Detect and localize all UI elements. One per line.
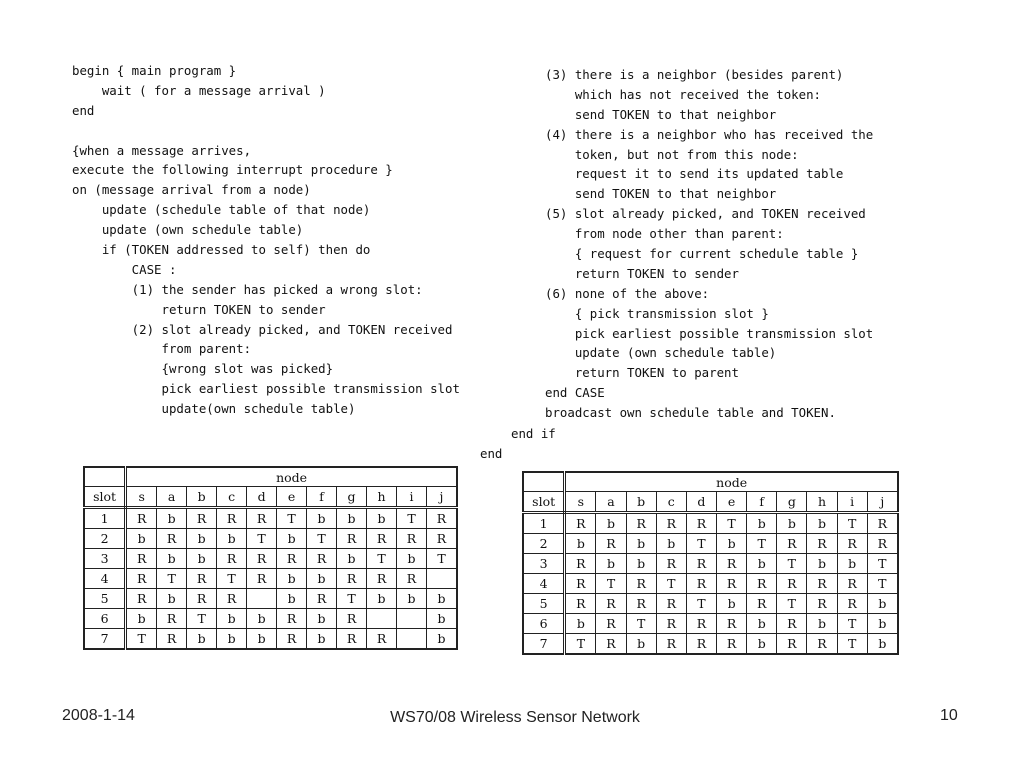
table-cell: b [867, 594, 898, 614]
slot-header: slot [84, 487, 126, 508]
table-cell: R [126, 569, 157, 589]
table-cell: R [777, 534, 807, 554]
column-header: b [187, 487, 217, 508]
code-line: end [72, 102, 95, 118]
table-row [523, 513, 898, 534]
slot-number: 6 [84, 609, 126, 629]
code-end-if: end if [511, 426, 556, 441]
code-line: update (own schedule table) [72, 222, 304, 238]
code-end: end [480, 446, 503, 461]
table-cell: R [656, 554, 686, 574]
table-cell: b [777, 513, 807, 534]
column-header: c [656, 492, 686, 513]
table-cell [397, 629, 427, 650]
table-cell: b [807, 554, 837, 574]
table-corner [84, 467, 126, 487]
table-row [523, 614, 898, 634]
table-cell: R [187, 589, 217, 609]
code-line: {when a message arrives, [72, 142, 252, 158]
code-line: { pick transmission slot } [545, 305, 769, 321]
column-header: g [337, 487, 367, 508]
table-cell: b [217, 529, 247, 549]
table-cell: b [717, 594, 747, 614]
table-cell: T [747, 534, 777, 554]
table-cell: b [565, 534, 596, 554]
table-cell: R [777, 634, 807, 655]
table-cell: b [126, 529, 157, 549]
code-line: send TOKEN to that neighbor [545, 186, 777, 202]
table-cell: b [867, 634, 898, 655]
table-cell: R [337, 609, 367, 629]
table-cell: T [126, 629, 157, 650]
slot-number: 6 [523, 614, 565, 634]
table-cell: R [807, 634, 837, 655]
table-cell: R [337, 629, 367, 650]
table-cell: R [157, 529, 187, 549]
table-cell: R [427, 508, 458, 529]
code-line: from node other than parent: [545, 226, 784, 242]
table-cell: b [807, 513, 837, 534]
table-cell: b [717, 534, 747, 554]
code-line [72, 121, 460, 141]
code-line: (6) none of the above: [545, 285, 710, 301]
table-cell: b [157, 508, 187, 529]
table-cell: R [777, 574, 807, 594]
table-cell: R [596, 534, 626, 554]
table-cell: R [565, 513, 596, 534]
table-cell: T [656, 574, 686, 594]
slot-number: 5 [523, 594, 565, 614]
code-line: broadcast own schedule table and TOKEN. [545, 405, 836, 421]
table-cell: b [747, 614, 777, 634]
column-header: a [157, 487, 187, 508]
code-line: which has not received the token: [545, 86, 822, 102]
table-cell: R [337, 529, 367, 549]
table-cell: R [277, 629, 307, 650]
table-cell: b [187, 629, 217, 650]
table-cell: R [837, 534, 867, 554]
slot-number: 2 [84, 529, 126, 549]
slot-number: 3 [523, 554, 565, 574]
table-cell: R [686, 554, 716, 574]
table-cell: R [307, 549, 337, 569]
table-cell: T [686, 594, 716, 614]
table-cell: b [867, 614, 898, 634]
table-cell: b [337, 549, 367, 569]
column-header: g [777, 492, 807, 513]
table-cell: R [837, 594, 867, 614]
table-cell: b [747, 513, 777, 534]
table-cell: R [626, 574, 656, 594]
table-cell: R [717, 614, 747, 634]
code-line: on (message arrival from a node) [72, 182, 311, 198]
table-cell: R [565, 574, 596, 594]
table-cell: R [367, 529, 397, 549]
code-line: { request for current schedule table } [545, 246, 859, 262]
footer-date: 2008-1-14 [62, 707, 135, 724]
table-cell: R [656, 594, 686, 614]
table-cell: T [187, 609, 217, 629]
table-cell: b [397, 589, 427, 609]
table-cell [427, 569, 458, 589]
code-line: update(own schedule table) [72, 401, 356, 417]
table-cell: R [397, 529, 427, 549]
table-cell: T [565, 634, 596, 655]
table-row [84, 609, 457, 629]
table-cell: R [686, 614, 716, 634]
table-cell: b [626, 534, 656, 554]
table-cell: R [157, 609, 187, 629]
node-header: node [565, 472, 898, 492]
table-cell: b [337, 508, 367, 529]
table-cell: T [686, 534, 716, 554]
table-cell: b [157, 549, 187, 569]
code-line: (1) the sender has picked a wrong slot: [72, 281, 423, 297]
code-line: from parent: [72, 341, 252, 357]
table-cell: T [837, 513, 867, 534]
table-cell: b [307, 508, 337, 529]
footer-title: WS70/08 Wireless Sensor Network [390, 709, 640, 726]
node-header: node [126, 467, 457, 487]
column-header: j [427, 487, 458, 508]
table-row [523, 594, 898, 614]
table-cell: b [427, 629, 458, 650]
table-cell: R [247, 508, 277, 529]
code-line: return TOKEN to parent [545, 365, 739, 381]
table-corner [523, 472, 565, 492]
table-cell: R [337, 569, 367, 589]
code-line: CASE : [72, 261, 177, 277]
table-cell: b [367, 508, 397, 529]
column-header: h [807, 492, 837, 513]
table-cell: b [626, 634, 656, 655]
slot-number: 5 [84, 589, 126, 609]
table-cell: R [837, 574, 867, 594]
table-cell: R [686, 513, 716, 534]
table-cell: b [217, 609, 247, 629]
table-cell: b [747, 554, 777, 574]
table-cell: R [686, 634, 716, 655]
table-cell: b [277, 569, 307, 589]
table-cell: b [747, 634, 777, 655]
column-header: j [867, 492, 898, 513]
table-row [84, 589, 457, 609]
column-header: f [747, 492, 777, 513]
column-header: i [397, 487, 427, 508]
column-header: d [686, 492, 716, 513]
column-header: s [126, 487, 157, 508]
table-cell: T [867, 574, 898, 594]
table-cell: T [867, 554, 898, 574]
table-cell: T [157, 569, 187, 589]
table-cell: T [397, 508, 427, 529]
code-line: update (own schedule table) [545, 345, 777, 361]
table-cell: R [717, 554, 747, 574]
table-cell: R [217, 549, 247, 569]
code-line: update (schedule table of that node) [72, 202, 371, 218]
table-row [84, 569, 457, 589]
table-cell: R [807, 594, 837, 614]
slot-number: 7 [84, 629, 126, 650]
table-cell: R [596, 634, 626, 655]
table-cell: R [807, 574, 837, 594]
table-cell: b [277, 529, 307, 549]
code-line: pick earliest possible transmission slot [545, 325, 874, 341]
table-row [84, 629, 457, 650]
table-cell: R [187, 569, 217, 589]
table-row [84, 529, 457, 549]
table-cell: b [247, 609, 277, 629]
table-row [84, 508, 457, 529]
slot-number: 4 [84, 569, 126, 589]
table-cell: R [596, 594, 626, 614]
table-row [523, 574, 898, 594]
table-cell: T [596, 574, 626, 594]
slot-number: 4 [523, 574, 565, 594]
table-cell: R [626, 513, 656, 534]
column-header: f [307, 487, 337, 508]
page-number: 10 [940, 707, 958, 724]
table-row [523, 534, 898, 554]
table-cell: R [747, 594, 777, 614]
table-cell: b [837, 554, 867, 574]
table-cell: R [656, 634, 686, 655]
table-cell: T [777, 554, 807, 574]
table-cell: b [307, 569, 337, 589]
slot-header: slot [523, 492, 565, 513]
table-cell: R [596, 614, 626, 634]
table-cell: R [867, 534, 898, 554]
table-cell: b [307, 609, 337, 629]
code-line: request it to send its updated table [545, 166, 844, 182]
table-cell: T [367, 549, 397, 569]
slot-number: 1 [84, 508, 126, 529]
table-cell: b [217, 629, 247, 650]
table-cell: T [247, 529, 277, 549]
slot-number: 1 [523, 513, 565, 534]
table-cell: T [307, 529, 337, 549]
code-line: (2) slot already picked, and TOKEN received [72, 321, 453, 337]
table-row [523, 634, 898, 655]
table-cell [397, 609, 427, 629]
table-cell: b [367, 589, 397, 609]
table-cell: T [217, 569, 247, 589]
table-cell: R [656, 513, 686, 534]
column-header: b [626, 492, 656, 513]
code-line: execute the following interrupt procedure } [72, 162, 393, 178]
column-header: e [277, 487, 307, 508]
slot-number: 2 [523, 534, 565, 554]
table-cell: b [126, 609, 157, 629]
table-cell: R [686, 574, 716, 594]
table-cell: R [307, 589, 337, 609]
slot-number: 3 [84, 549, 126, 569]
table-cell: R [397, 569, 427, 589]
table-row [84, 549, 457, 569]
table-cell: T [626, 614, 656, 634]
table-cell: R [247, 569, 277, 589]
table-cell: b [187, 549, 217, 569]
column-header: i [837, 492, 867, 513]
code-line: pick earliest possible transmission slot [72, 381, 460, 397]
code-line: token, but not from this node: [545, 146, 799, 162]
table-cell: b [397, 549, 427, 569]
code-listing-right [545, 65, 873, 423]
code-line: return TOKEN to sender [72, 301, 326, 317]
table-cell: R [126, 589, 157, 609]
table-cell: T [777, 594, 807, 614]
column-header: h [367, 487, 397, 508]
table-cell [247, 589, 277, 609]
code-listing-left [72, 61, 460, 419]
code-line: {wrong slot was picked} [72, 361, 334, 377]
table-cell: T [427, 549, 458, 569]
table-cell: R [717, 574, 747, 594]
table-cell: T [837, 614, 867, 634]
table-cell: b [157, 589, 187, 609]
table-cell: R [367, 569, 397, 589]
schedule-table-left [83, 466, 458, 650]
column-header: c [217, 487, 247, 508]
table-cell: R [157, 629, 187, 650]
table-cell: T [717, 513, 747, 534]
table-cell: R [367, 629, 397, 650]
table-cell: R [867, 513, 898, 534]
table-cell: R [187, 508, 217, 529]
code-line: send TOKEN to that neighbor [545, 106, 777, 122]
table-cell: b [807, 614, 837, 634]
code-line: begin { main program } [72, 63, 237, 78]
table-cell: R [217, 589, 247, 609]
code-line: wait ( for a message arrival ) [72, 82, 326, 98]
column-header: d [247, 487, 277, 508]
table-cell: b [656, 534, 686, 554]
code-line: end CASE [545, 385, 605, 401]
table-cell: R [427, 529, 458, 549]
table-cell: b [187, 529, 217, 549]
table-cell: b [427, 589, 458, 609]
table-cell [367, 609, 397, 629]
table-cell: b [247, 629, 277, 650]
table-cell: R [656, 614, 686, 634]
table-cell: b [626, 554, 656, 574]
code-line: return TOKEN to sender [545, 265, 739, 281]
table-cell: R [217, 508, 247, 529]
code-line: if (TOKEN addressed to self) then do [72, 242, 371, 258]
table-cell: R [807, 534, 837, 554]
table-row [523, 554, 898, 574]
column-header: a [596, 492, 626, 513]
table-cell: T [277, 508, 307, 529]
column-header: s [565, 492, 596, 513]
table-cell: R [277, 609, 307, 629]
table-cell: R [747, 574, 777, 594]
table-cell: b [307, 629, 337, 650]
table-cell: R [565, 554, 596, 574]
table-cell: R [277, 549, 307, 569]
table-cell: b [277, 589, 307, 609]
code-line: (5) slot already picked, and TOKEN received [545, 206, 866, 222]
table-cell: T [837, 634, 867, 655]
table-cell: R [126, 549, 157, 569]
table-cell: b [565, 614, 596, 634]
table-cell: b [596, 554, 626, 574]
table-cell: R [777, 614, 807, 634]
code-line: (3) there is a neighbor (besides parent) [545, 67, 844, 82]
table-cell: R [126, 508, 157, 529]
table-cell: b [596, 513, 626, 534]
slot-number: 7 [523, 634, 565, 655]
table-cell: R [247, 549, 277, 569]
table-cell: R [626, 594, 656, 614]
table-cell: T [337, 589, 367, 609]
code-line: (4) there is a neighbor who has received the [545, 126, 874, 142]
column-header: e [717, 492, 747, 513]
schedule-table-right [522, 471, 899, 655]
table-cell: R [565, 594, 596, 614]
table-cell: b [427, 609, 458, 629]
table-cell: R [717, 634, 747, 655]
